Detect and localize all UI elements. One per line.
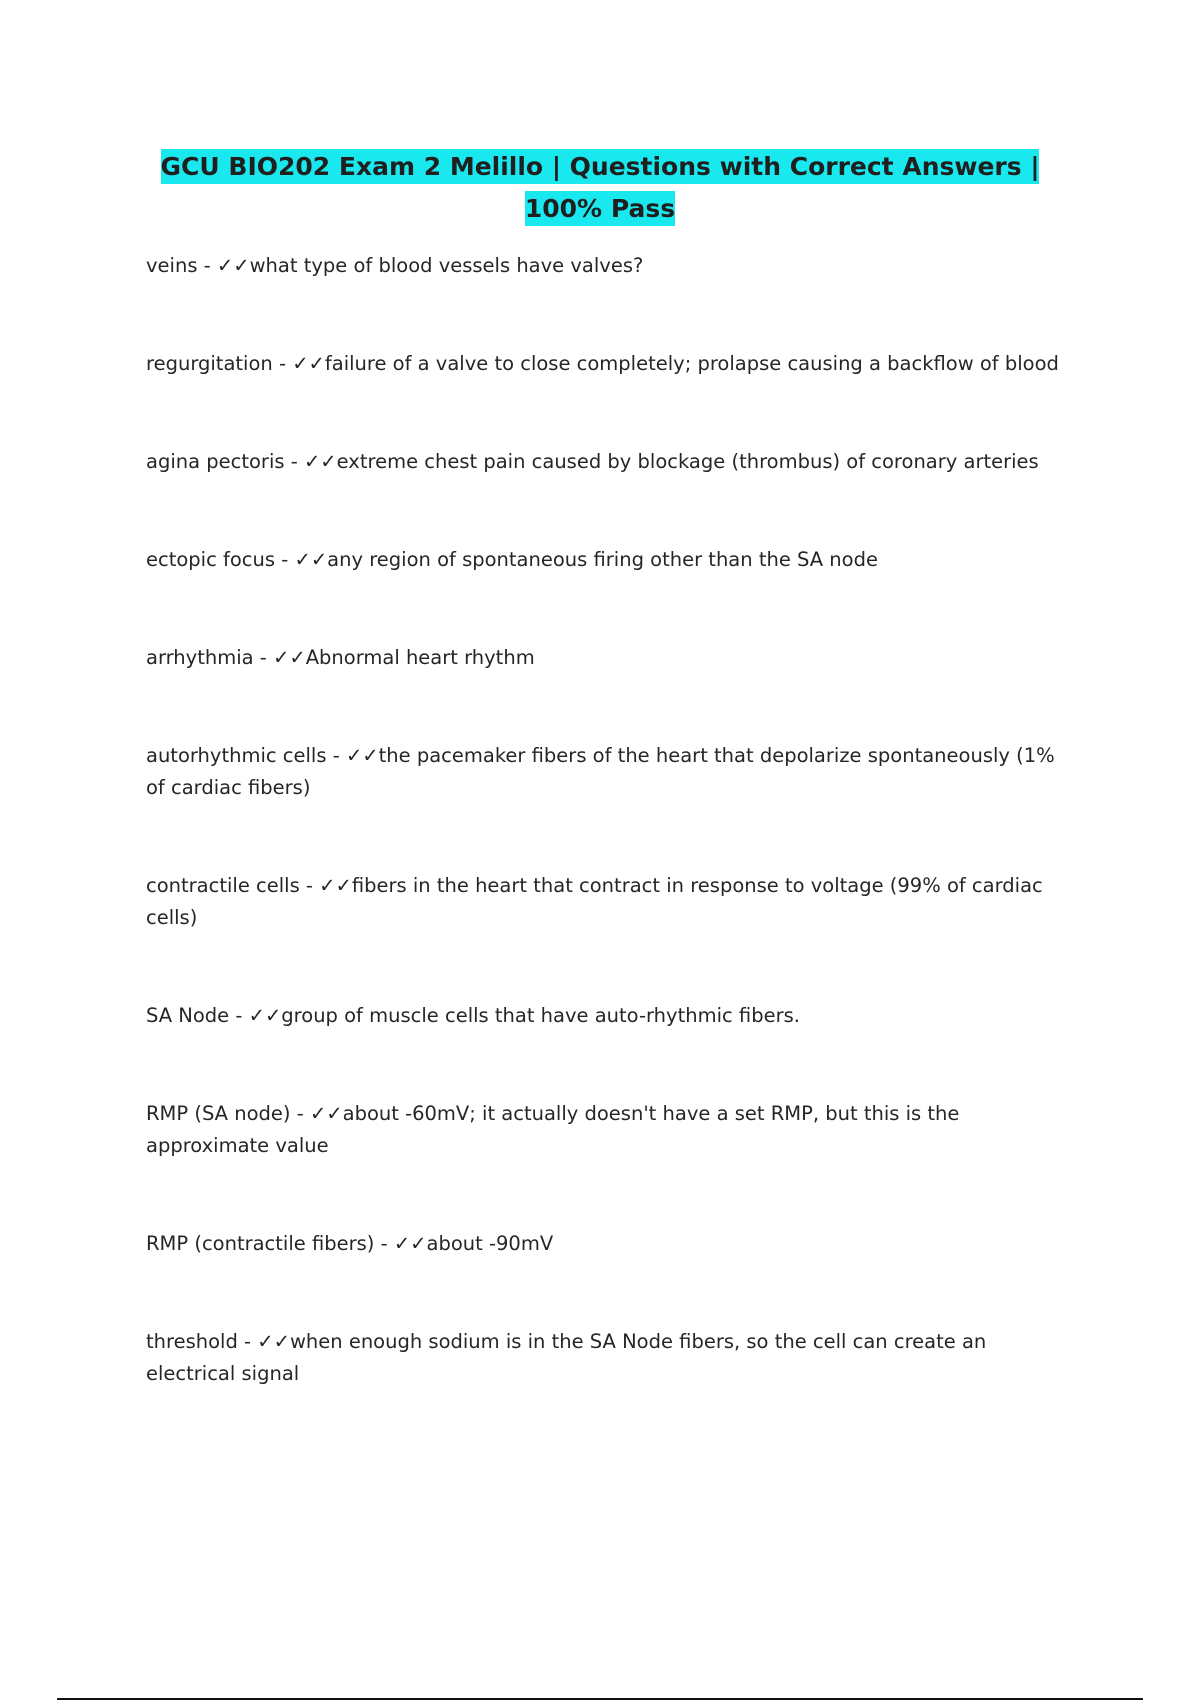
qa-term: ectopic focus	[146, 548, 276, 571]
qa-term: threshold	[146, 1330, 238, 1353]
qa-definition: fibers in the heart that contract in response to voltage (99% of cardiac cells)	[146, 874, 1043, 929]
check-marks-icon: ✓✓	[393, 1232, 427, 1255]
qa-item	[146, 1326, 1066, 1390]
qa-item	[146, 544, 1066, 576]
check-marks-icon: ✓✓	[309, 1102, 343, 1125]
qa-definition: Abnormal heart rhythm	[305, 646, 535, 669]
check-marks-icon: ✓✓	[294, 548, 328, 571]
qa-term: arrhythmia	[146, 646, 254, 669]
qa-separator: -	[299, 874, 320, 897]
qa-definition: extreme chest pain caused by blockage (thrombus) of coronary arteries	[336, 450, 1039, 473]
qa-separator: -	[197, 254, 217, 277]
title-line-2: 100% Pass	[525, 191, 675, 226]
qa-definition: the pacemaker fibers of the heart that depolarize spontaneously (1% of cardiac fibers)	[146, 744, 1055, 799]
qa-separator: -	[290, 1102, 310, 1125]
qa-item	[146, 740, 1066, 804]
qa-item	[146, 870, 1066, 934]
check-marks-icon: ✓✓	[345, 744, 379, 767]
title-line-1: GCU BIO202 Exam 2 Melillo | Questions with Correct Answers |	[161, 149, 1040, 184]
qa-definition: when enough sodium is in the SA Node fibers, so the cell can create an electrical signal	[146, 1330, 987, 1385]
qa-separator: -	[275, 548, 295, 571]
qa-term: RMP (contractile fibers)	[146, 1232, 375, 1255]
qa-item	[146, 642, 1066, 674]
check-marks-icon: ✓✓	[216, 254, 250, 277]
qa-term: autorhythmic cells	[146, 744, 327, 767]
check-marks-icon: ✓✓	[303, 450, 337, 473]
qa-item	[146, 1000, 1066, 1032]
qa-separator: -	[253, 646, 274, 669]
qa-term: veins	[146, 254, 198, 277]
qa-definition: any region of spontaneous firing other than the SA node	[327, 548, 878, 571]
check-marks-icon: ✓✓	[319, 874, 352, 897]
check-marks-icon: ✓✓	[248, 1004, 282, 1027]
qa-separator: -	[374, 1232, 394, 1255]
qa-separator: -	[229, 1004, 249, 1027]
qa-term: contractile cells	[146, 874, 300, 897]
qa-item	[146, 1228, 1066, 1260]
qa-term: SA Node	[146, 1004, 230, 1027]
qa-term: regurgitation	[146, 352, 273, 375]
qa-separator: -	[237, 1330, 258, 1353]
qa-item	[146, 446, 1066, 478]
check-marks-icon: ✓✓	[273, 646, 306, 669]
qa-term: agina pectoris	[146, 450, 285, 473]
qa-separator: -	[326, 744, 346, 767]
qa-definition: about -90mV	[426, 1232, 554, 1255]
qa-item	[146, 1098, 1066, 1162]
qa-definition: about -60mV; it actually doesn't have a set RMP, but this is the approximate value	[146, 1102, 960, 1157]
qa-definition: what type of blood vessels have valves?	[249, 254, 644, 277]
qa-item	[146, 348, 1066, 380]
qa-list	[146, 250, 1066, 1390]
qa-definition: failure of a valve to close completely; prolapse causing a backflow of blood	[324, 352, 1059, 375]
qa-term: RMP (SA node)	[146, 1102, 291, 1125]
qa-separator: -	[284, 450, 304, 473]
qa-separator: -	[272, 352, 293, 375]
check-marks-icon: ✓✓	[257, 1330, 290, 1353]
qa-definition: group of muscle cells that have auto-rhythmic fibers.	[281, 1004, 800, 1027]
check-marks-icon: ✓✓	[292, 352, 325, 375]
qa-item	[146, 250, 1066, 282]
document-title	[150, 146, 1050, 230]
